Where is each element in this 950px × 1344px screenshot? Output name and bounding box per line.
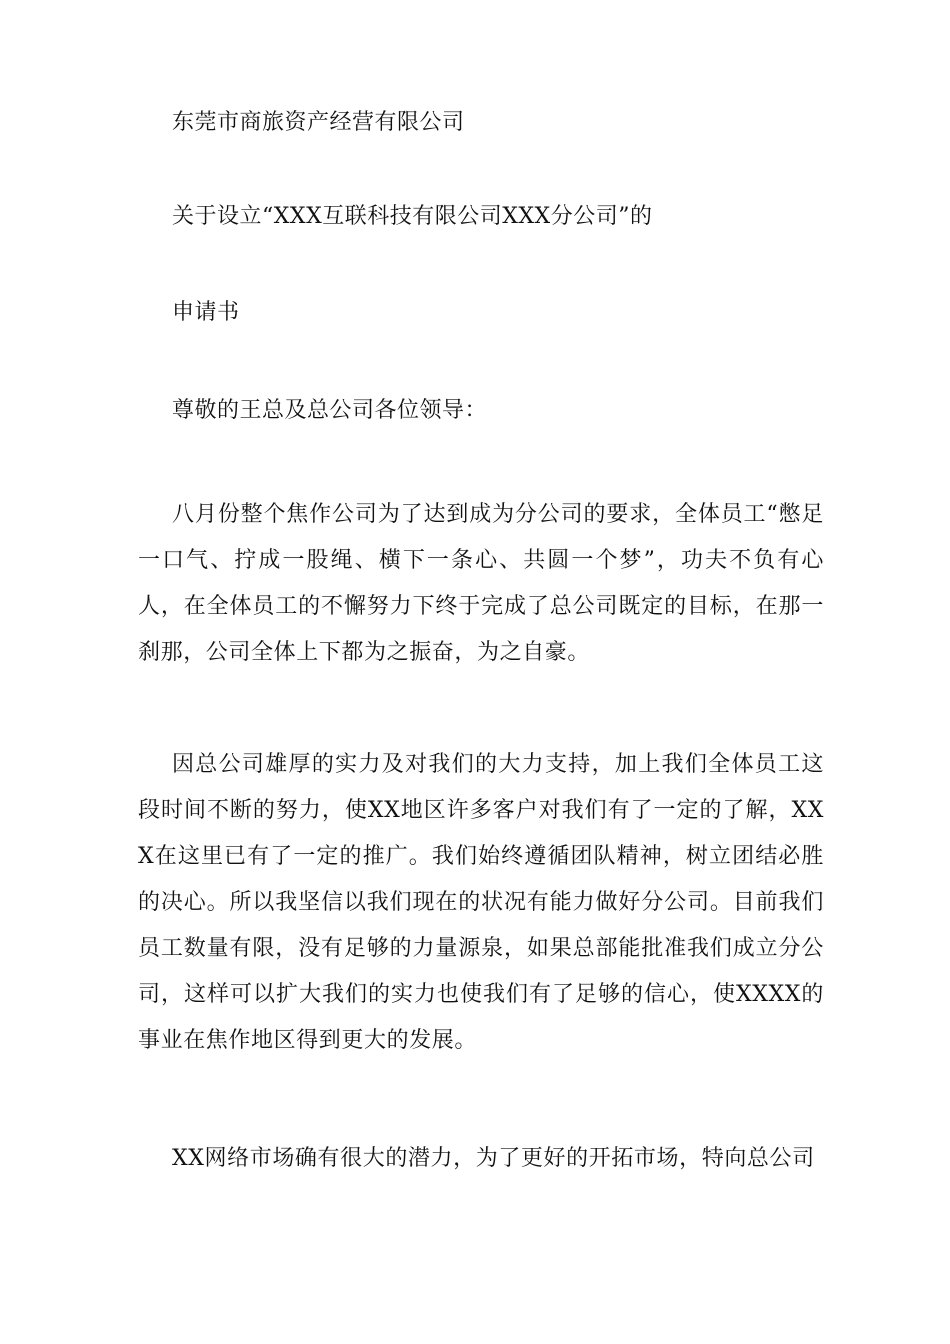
body-paragraph-2: 因总公司雄厚的实力及对我们的大力支持，加上我们全体员工这段时间不断的努力，使XX地区许多客户对我们有了一定的了解，XXX在这里已有了一定的推广。我们始终遵循团队精神，树立团结必胜的决心。所以我坚信以我们现在的状况有能力做好分公司。目前我们员工数量有限，没有足够的力量源泉，如果总部能批准我们成立分公司，这样可以扩大我们的实力也使我们有了足够的信心，使XXXX的事业在焦作地区得到更大的发展。: [138, 752, 824, 1053]
body-paragraph-1: 八月份整个焦作公司为了达到成为分公司的要求，全体员工“憋足一口气、拧成一股绳、横下一条心、共圆一个梦”，功夫不负有心人，在全体员工的不懈努力下终于完成了总公司既定的目标，在那一刹那，公司全体上下都为之振奋，为之自豪。: [138, 502, 824, 665]
salutation: 尊敬的王总及总公司各位领导：: [172, 398, 488, 423]
document-type: 申请书: [172, 300, 240, 325]
body-paragraph-3: XX网络市场确有很大的潜力，为了更好的开拓市场，特向总公司: [172, 1146, 815, 1171]
company-name: 东莞市商旅资产经营有限公司: [172, 110, 465, 135]
subject-line: 关于设立“XXX互联科技有限公司XXX分公司”的: [172, 204, 653, 229]
